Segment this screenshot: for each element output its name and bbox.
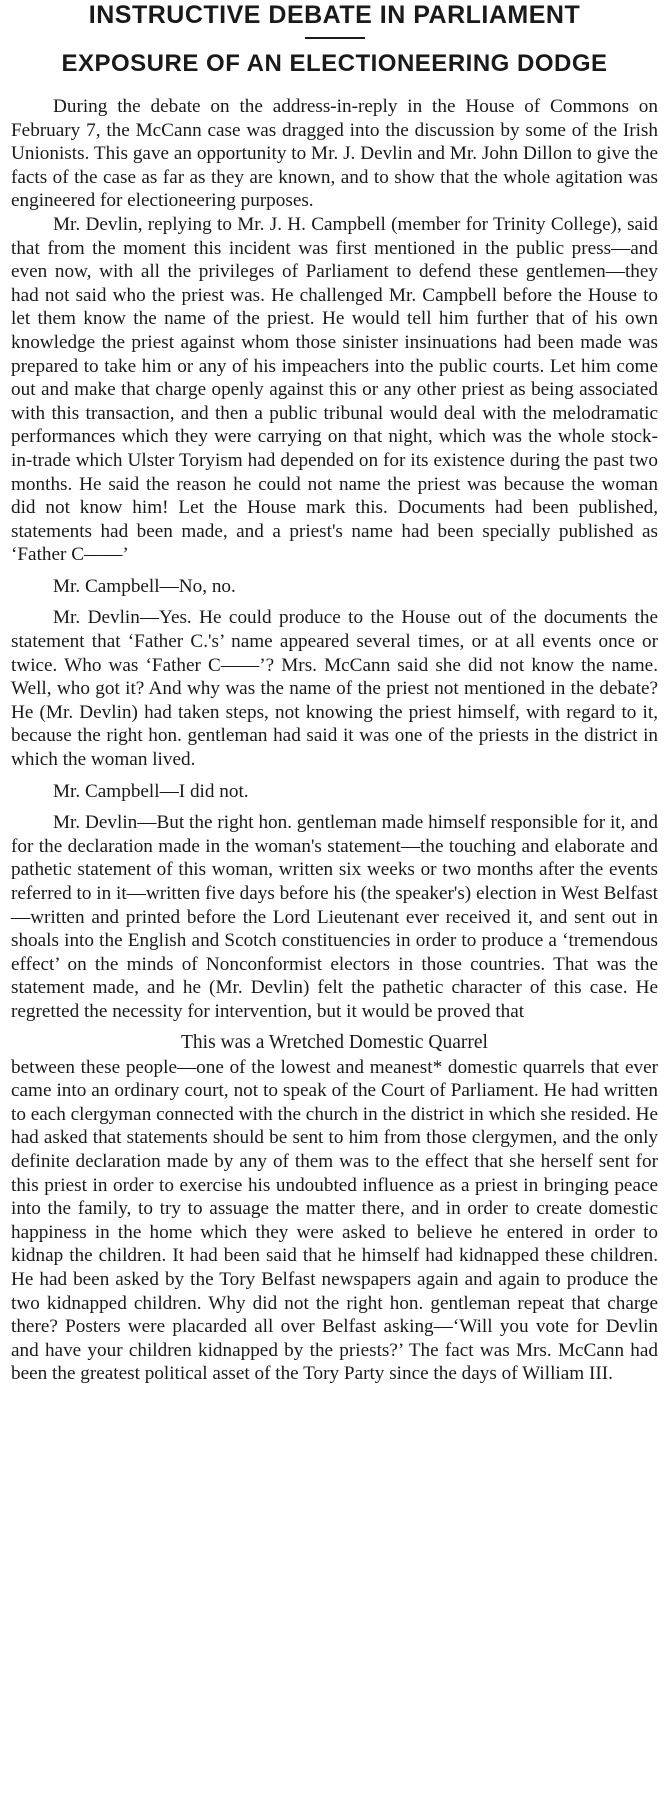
article-body	[11, 95, 658, 1386]
paragraph-closing: between these people—one of the lowest and meanest* domestic quarrels that ever came into an ordinary court, not to speak of the Court of Parliament. He had written to each clergyman connected with the church in the district in which she resided. He had asked that statements should be sent to him from those clergymen, and the only definite declaration made by any of them was to the effect that she herself sent for this priest in order to exercise his undoubted influence as a priest in bringing peace into the family, to try to assuage the matter there, and in order to create domestic happiness in the home which they were asked to believe he entered in order to kidnap the children. It had been said that he himself had kidnapped these children. He had been asked by the Tory Belfast newspapers again and again to produce the two kidnapped children. Why did not the right hon. gentleman repeat that charge there? Posters were placarded all over Belfast asking—‘Will you vote for Devlin and have your children kidnapped by the priests?’ The fact was Mrs. McCann had been the greatest political asset of the Tory Party since the days of William III.	[11, 1056, 659, 1385]
section-heading: This was a Wretched Domestic Quarrel	[181, 1031, 488, 1053]
subheadline: EXPOSURE OF AN ELECTIONEERING DODGE	[61, 50, 608, 77]
paragraph-campbell-interjection: Mr. Campbell—No, no.	[53, 575, 236, 597]
paragraph-devlin-reply: Mr. Devlin, replying to Mr. J. H. Campbell (member for Trinity College), said that from the moment this incident was first mentioned in the public press—and even now, with all the privileges of Parliament to defend these gentlemen—they had not said who the priest was. He challenged Mr. Campbell before the House to let them know the name of the priest. He would tell him further that of his own knowledge the priest against whom those sinister insinuations had been made was prepared to take him or any of his impeachers into the public courts. Let him come out and make that charge openly against this or any other priest as being associated with this transaction, and then a public tribunal would deal with the melodramatic performances which they were carrying on that night, which was the whole stock-in-trade which Ulster Toryism had depended on for its existence during the past two months. He said the reason he could not name the priest was because the woman did not know him! Let the House mark this. Documents had been published, statements had been made, and a priest's name had been specially published as ‘Father C——’	[11, 213, 658, 566]
headline: INSTRUCTIVE DEBATE IN PARLIAMENT	[88, 1, 581, 29]
paragraph-intro: During the debate on the address-in-reply in the House of Commons on February 7, the McCann case was dragged into the discussion by some of the Irish Unionists. This gave an opportunity to Mr. J. Devlin and Mr. John Dillon to give the facts of the case as far as they are known, and to show that the whole agitation was engineered for electioneering purposes.	[11, 96, 658, 212]
paragraph-devlin-statement: Mr. Devlin—But the right hon. gentleman made himself responsible for it, and for the declaration made in the woman's statement—the touching and elaborate and pathetic statement of this woman, written six weeks or two months after the events referred to in it—written five days before his (the speaker's) election in West Belfast—written and printed before the Lord Lieutenant ever received it, and sent out in shoals into the English and Scotch constituencies in order to produce a ‘tremendous effect’ on the minds of Nonconformist electors in those countries. That was the statement made, and he (Mr. Devlin) felt the pathetic character of this case. He regretted the necessity for intervention, but it would be proved that	[11, 812, 658, 1022]
headline-divider	[305, 37, 365, 39]
paragraph-campbell-denial: Mr. Campbell—I did not.	[53, 780, 249, 802]
paragraph-devlin-yes: Mr. Devlin—Yes. He could produce to the House out of the documents the statement that ‘Father C.'s’ name appeared several times, or at all events once or twice. Who was ‘Father C——’? Mrs. McCann said she did not know the name. Well, who got it? And why was the name of the priest not mentioned in the debate? He (Mr. Devlin) had taken steps, not knowing the priest himself, with regard to it, because the right hon. gentleman had said it was one of the priests in the district in which the woman lived.	[11, 607, 658, 771]
